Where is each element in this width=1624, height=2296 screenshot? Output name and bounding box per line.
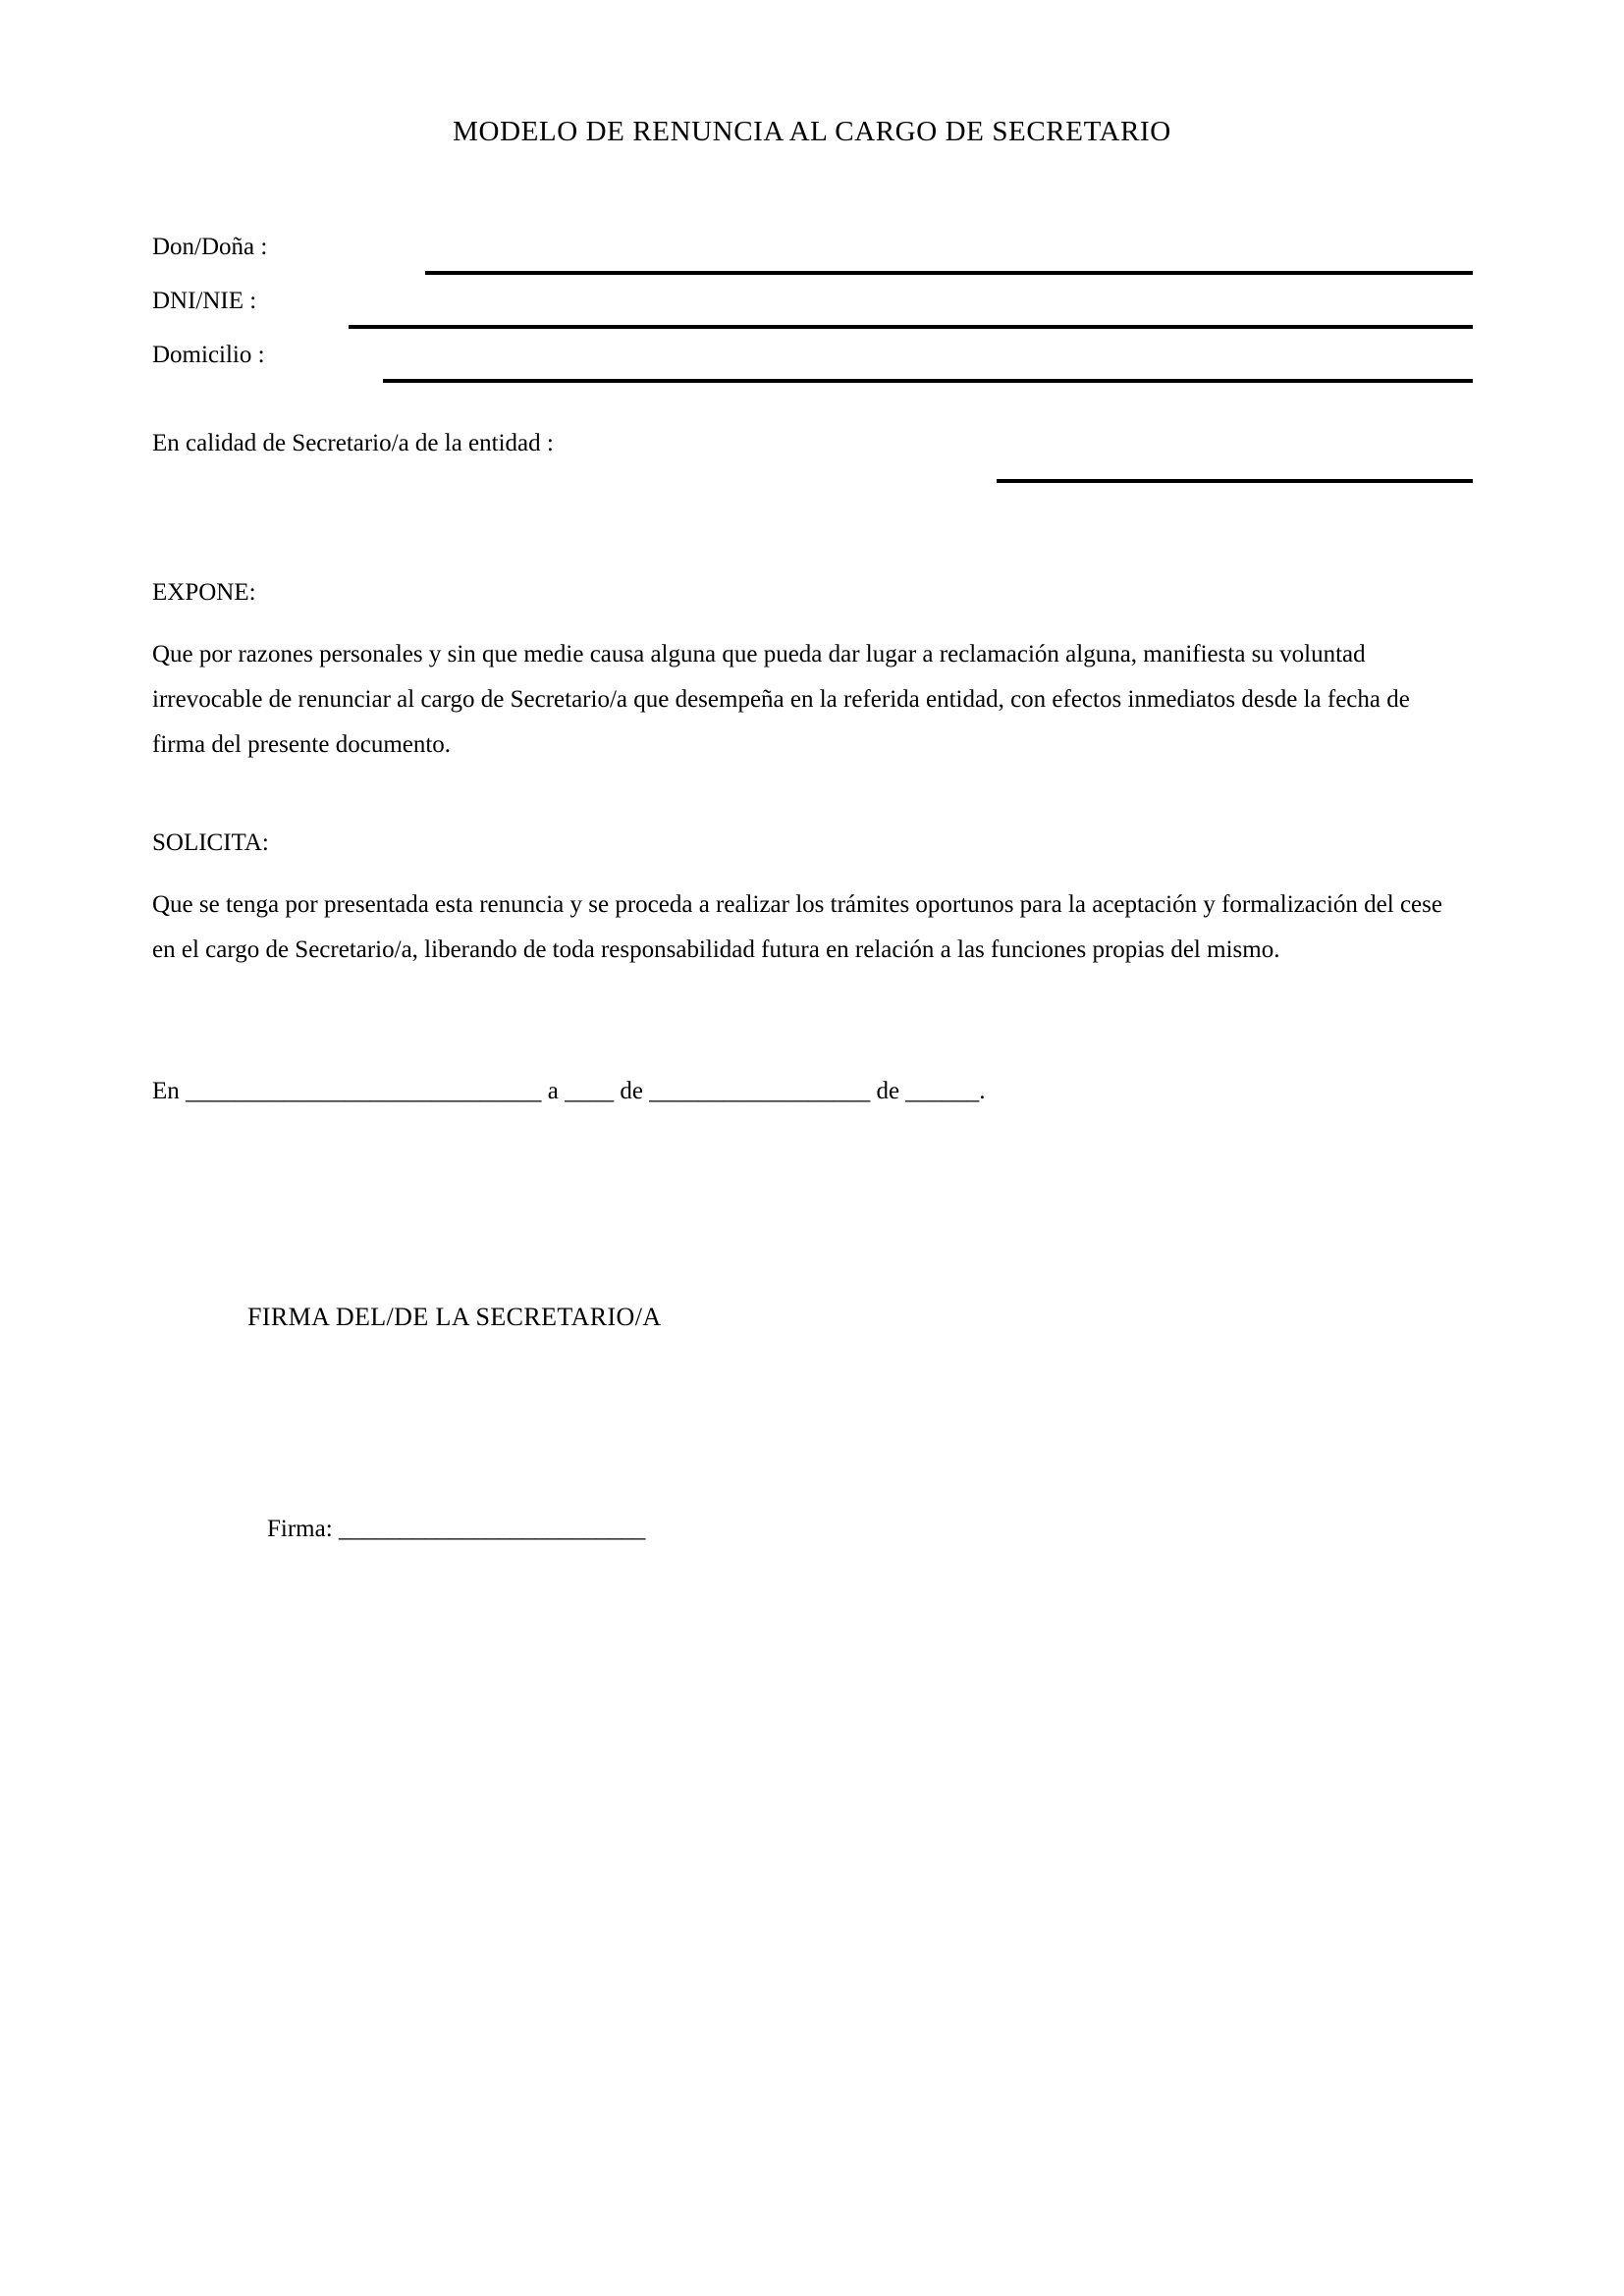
signature-field[interactable]: Firma: _________________________ bbox=[267, 1516, 646, 1542]
field-label-entidad: En calidad de Secretario/a de la entidad : bbox=[152, 430, 554, 456]
field-input-nombre[interactable] bbox=[425, 271, 1473, 275]
section-body-solicita: Que se tenga por presentada esta renuncia y se proceda a realizar los trámites oportunos para la aceptación y formalización del cese en el cargo de Secretario/a, liberando de toda responsabilidad futura en relación a las funciones propias del mismo. bbox=[152, 891, 1442, 963]
field-row-dni bbox=[152, 288, 1473, 342]
field-label-domicilio: Domicilio : bbox=[152, 342, 265, 368]
field-row-nombre bbox=[152, 234, 1473, 288]
field-row-domicilio bbox=[152, 342, 1473, 396]
field-input-entidad[interactable] bbox=[997, 479, 1473, 483]
field-input-dni[interactable] bbox=[349, 325, 1473, 329]
page-title: MODELO DE RENUNCIA AL CARGO DE SECRETARIO bbox=[453, 116, 1171, 147]
section-solicita bbox=[152, 829, 1468, 973]
section-heading-solicita: SOLICITA: bbox=[152, 829, 269, 856]
field-label-nombre: Don/Doña : bbox=[152, 234, 268, 260]
field-label-dni: DNI/NIE : bbox=[152, 288, 257, 314]
signature-heading: FIRMA DEL/DE LA SECRETARIO/A bbox=[247, 1303, 662, 1331]
section-body-expone: Que por razones personales y sin que medie causa alguna que pueda dar lugar a reclamación alguna, manifiesta su voluntad irrevocable de renunciar al cargo de Secretario/a que desempeña en la referida entidad, con efectos inmediatos desde la fecha de firma del presente documento. bbox=[152, 641, 1410, 758]
field-input-domicilio[interactable] bbox=[383, 379, 1473, 383]
identity-fields-block bbox=[152, 234, 1473, 396]
section-heading-expone: EXPONE: bbox=[152, 579, 256, 606]
section-expone bbox=[152, 579, 1468, 768]
date-place-line[interactable]: En _____________________________ a ____ de __________________ de ______. bbox=[152, 1078, 986, 1104]
field-row-entidad bbox=[152, 430, 1473, 499]
